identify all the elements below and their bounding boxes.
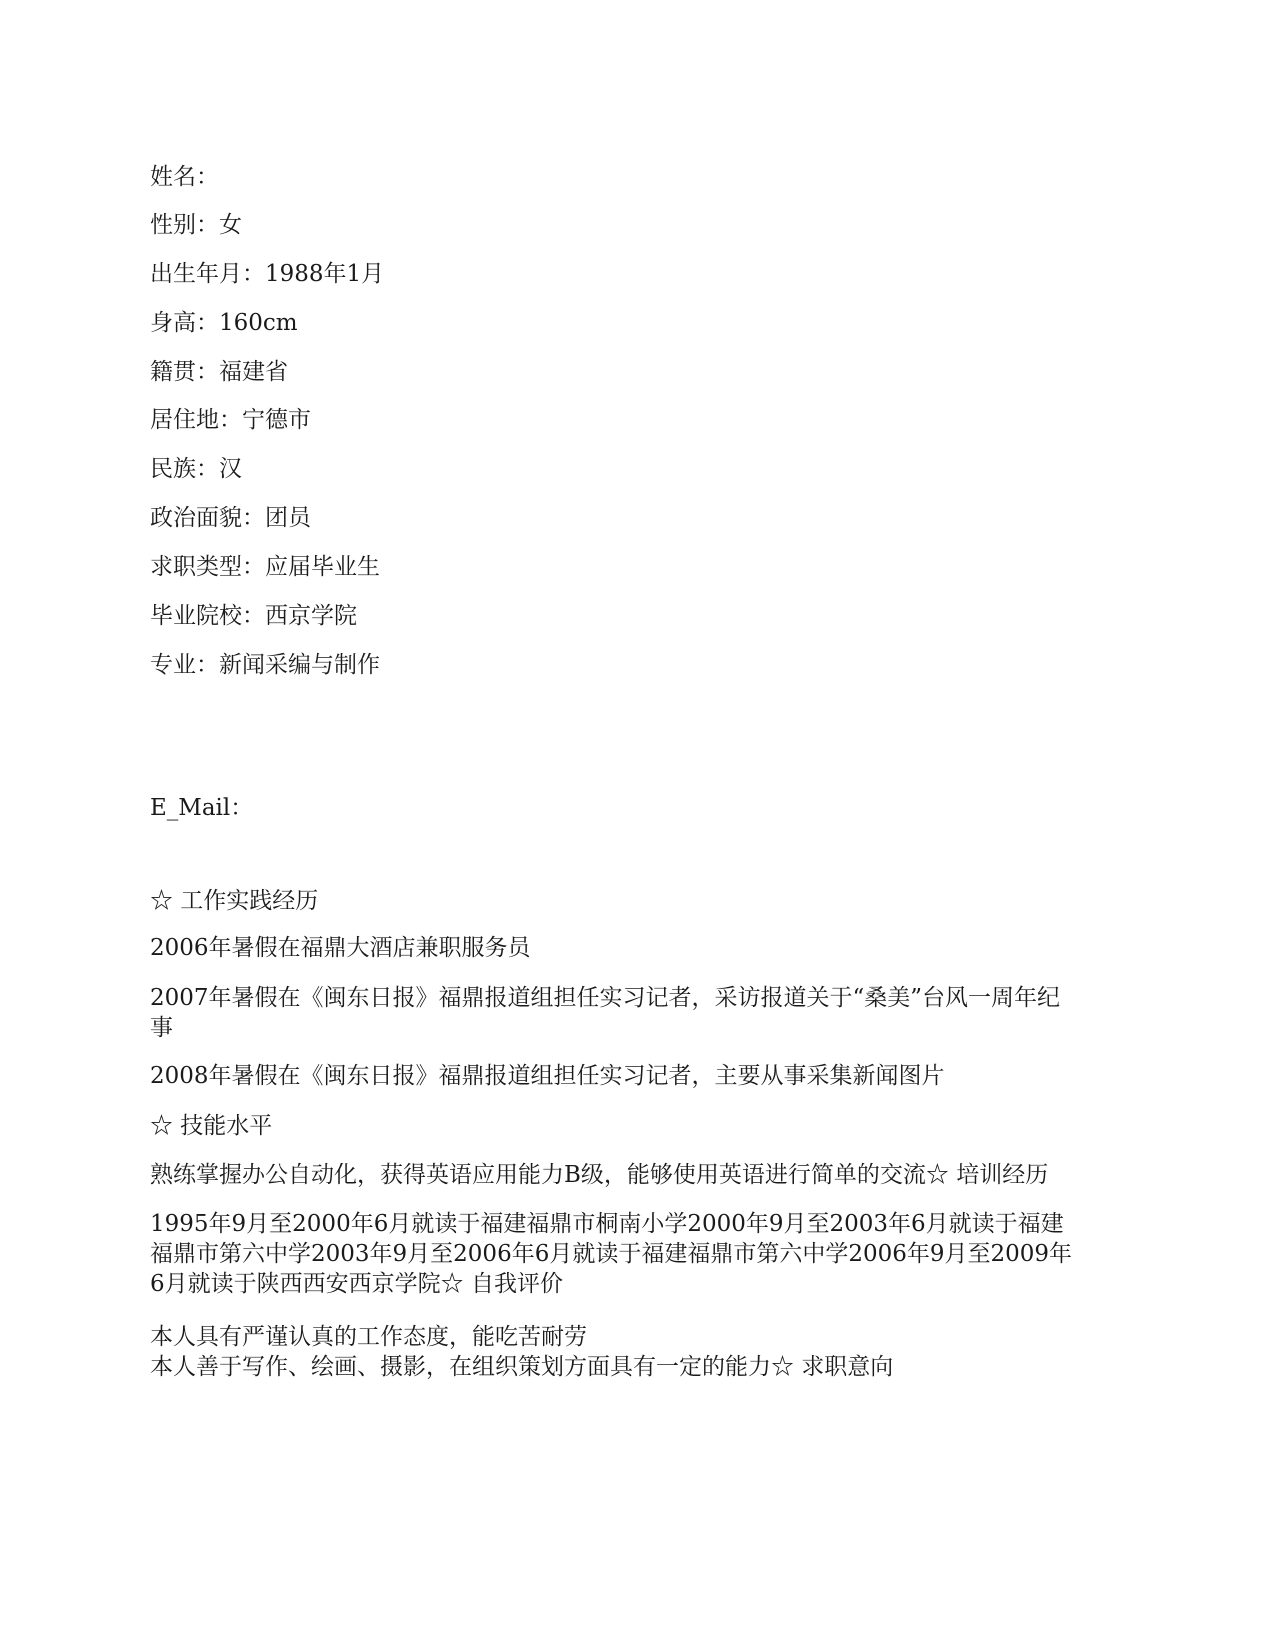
email-field: E_Mail：	[150, 795, 254, 821]
native-place-field: 籍贯：福建省	[150, 359, 288, 385]
education-text	[150, 1209, 1130, 1299]
self-evaluation-text	[150, 1322, 1130, 1382]
job-type-field: 求职类型：应届毕业生	[150, 554, 380, 580]
name-field: 姓名：	[150, 164, 219, 190]
birth-field: 出生年月：1988年1月	[150, 261, 385, 287]
skills-text: 熟练掌握办公自动化，获得英语应用能力B级，能够使用英语进行简单的交流☆ 培训经历	[150, 1162, 1049, 1188]
education-line3: 6月就读于陕西西安西京学院☆ 自我评价	[150, 1271, 563, 1297]
residence-field: 居住地：宁德市	[150, 407, 311, 433]
work-item-2008: 2008年暑假在《闽东日报》福鼎报道组担任实习记者，主要从事采集新闻图片	[150, 1063, 945, 1089]
work-item-2007-line2: 事	[150, 1015, 173, 1041]
self-eval-line2: 本人善于写作、绘画、摄影，在组织策划方面具有一定的能力☆ 求职意向	[150, 1354, 894, 1380]
education-line2: 福鼎市第六中学2003年9月至2006年6月就读于福建福鼎市第六中学2006年9月至2009年	[150, 1241, 1073, 1267]
self-eval-line1: 本人具有严谨认真的工作态度，能吃苦耐劳	[150, 1324, 587, 1350]
education-line1: 1995年9月至2000年6月就读于福建福鼎市桐南小学2000年9月至2003年6月就读于福建	[150, 1211, 1064, 1237]
work-item-2006: 2006年暑假在福鼎大酒店兼职服务员	[150, 935, 531, 961]
skills-section-heading: ☆ 技能水平	[150, 1113, 273, 1139]
work-item-2007-line1: 2007年暑假在《闽东日报》福鼎报道组担任实习记者，采访报道关于“桑美”台风一周年纪	[150, 985, 1061, 1011]
gender-field: 性别：女	[150, 212, 242, 238]
work-section-heading: ☆ 工作实践经历	[150, 888, 319, 914]
work-item-2007	[150, 983, 1130, 1043]
ethnicity-field: 民族：汉	[150, 456, 242, 482]
school-field: 毕业院校：西京学院	[150, 603, 357, 629]
political-status-field: 政治面貌：团员	[150, 505, 311, 531]
height-field: 身高：160cm	[150, 310, 298, 336]
major-field: 专业：新闻采编与制作	[150, 652, 380, 678]
